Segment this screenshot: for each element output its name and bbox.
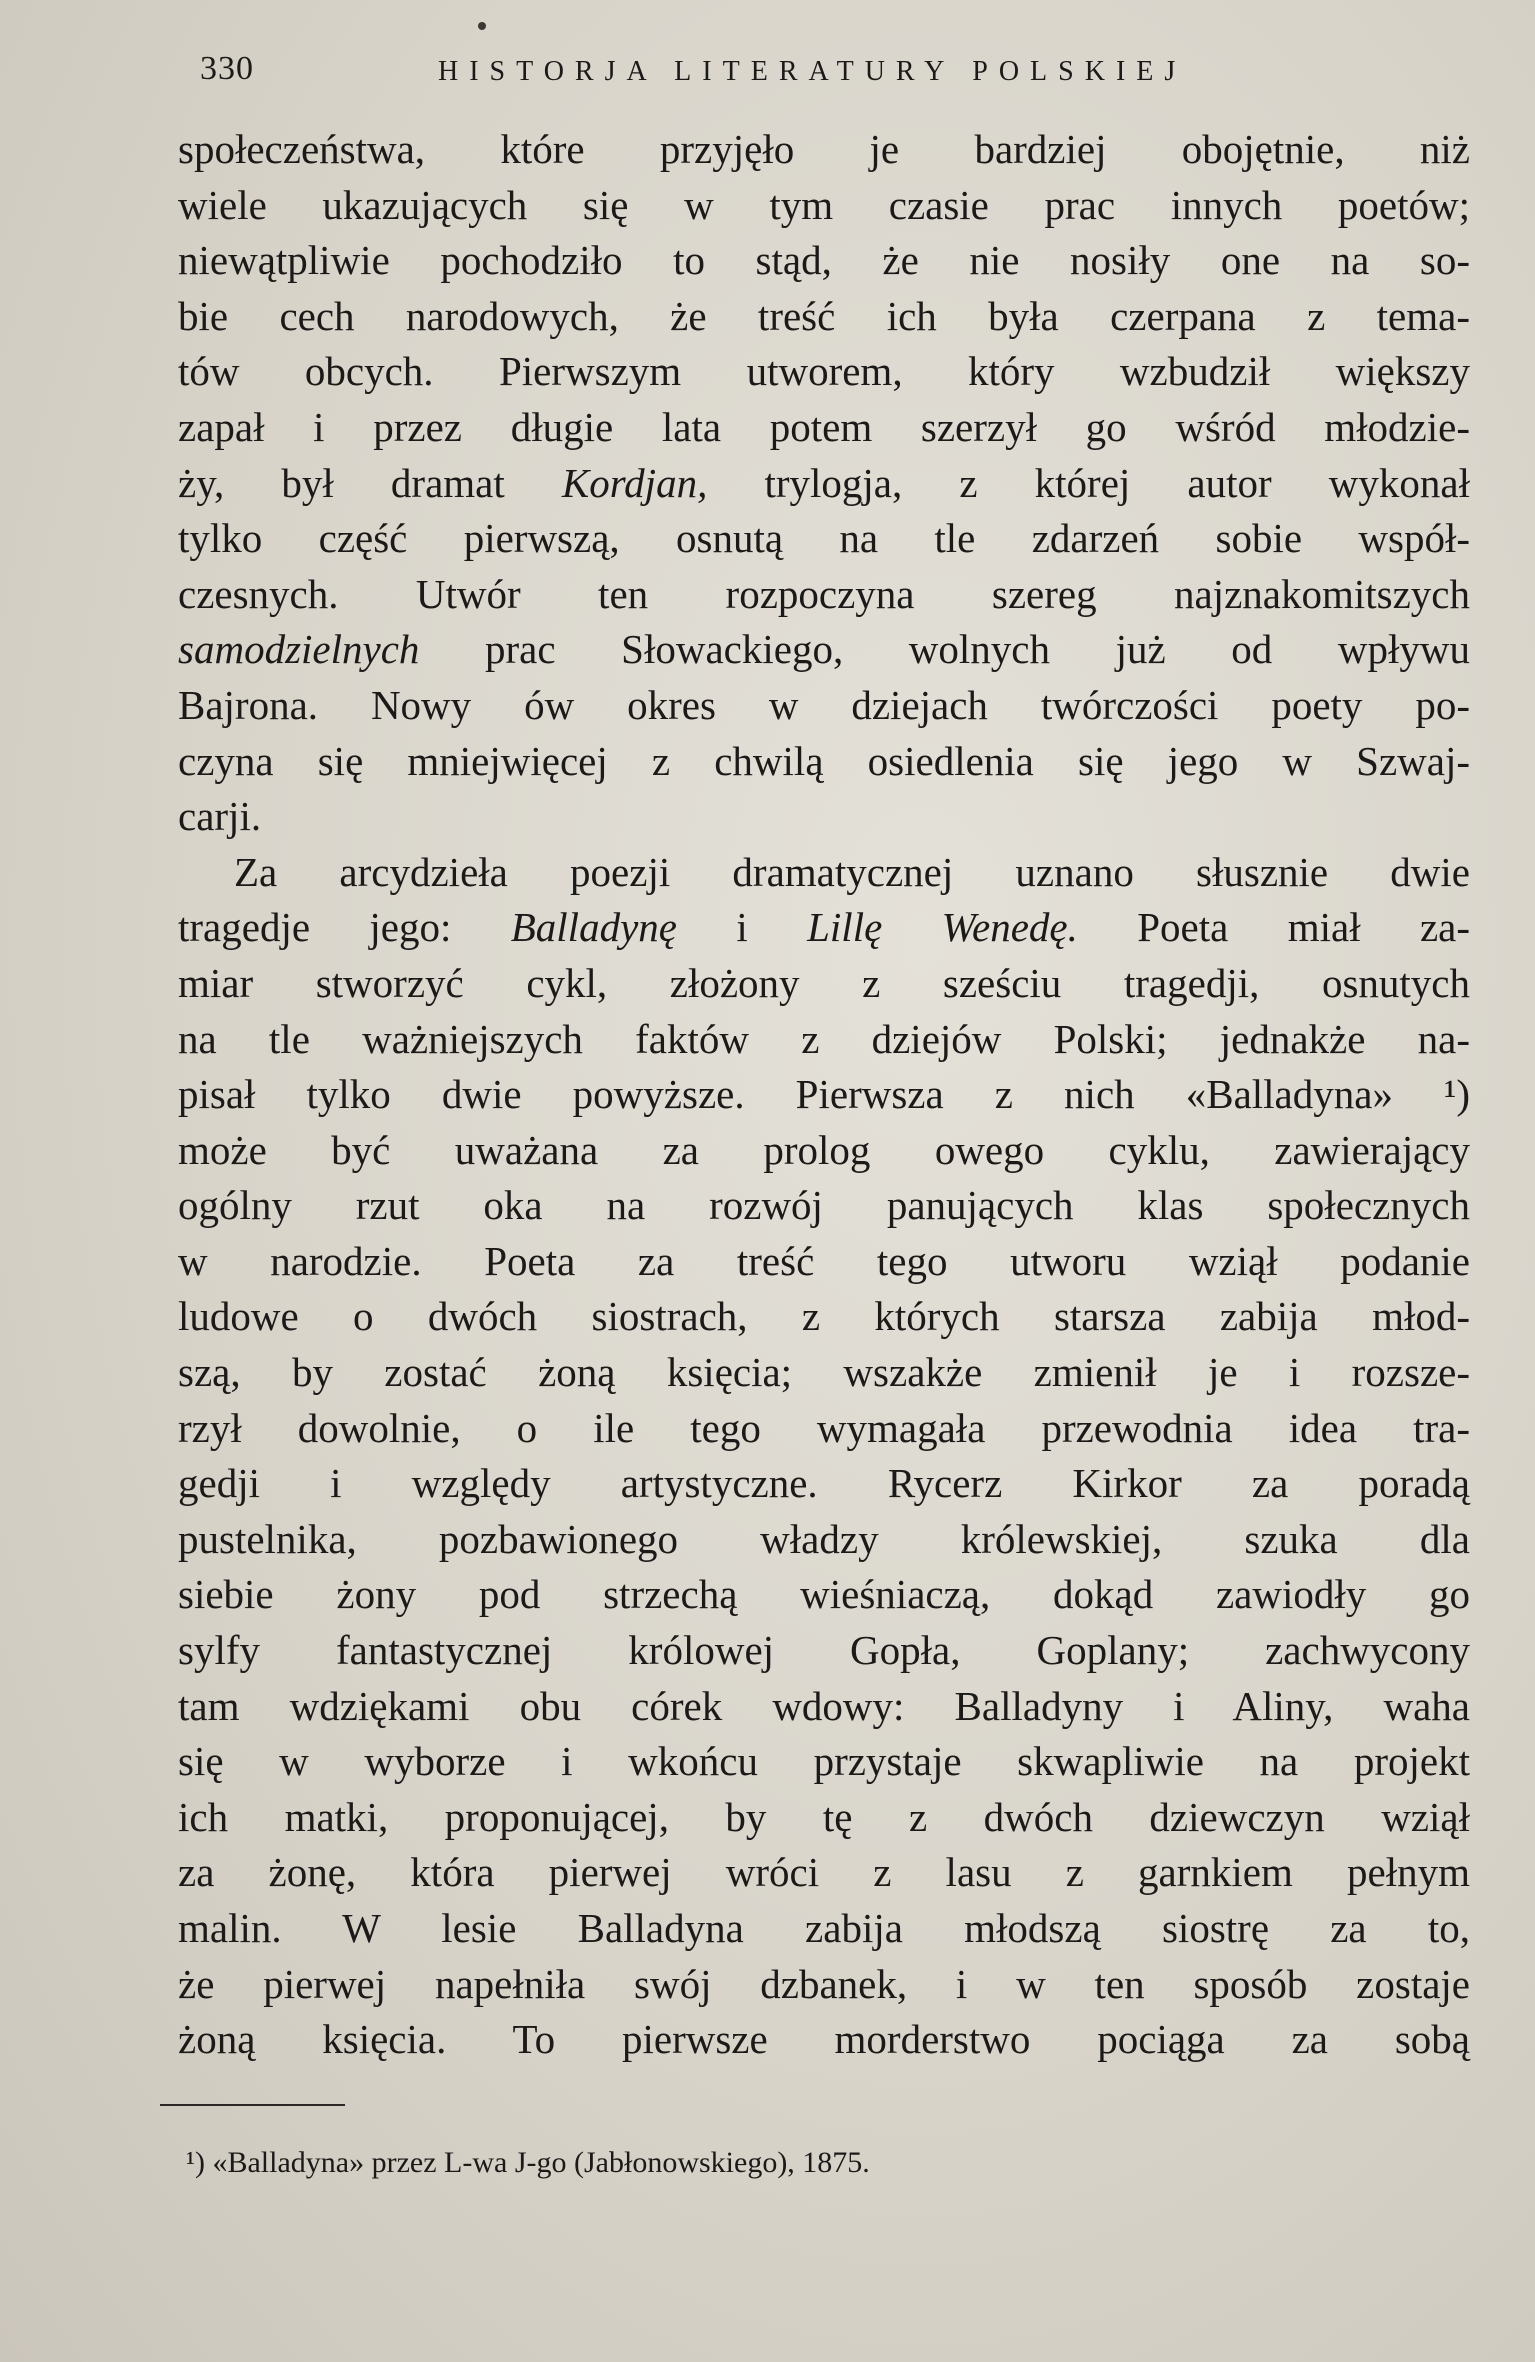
text-segment: ży, był dramat — [178, 459, 562, 506]
text-line: na tle ważniejszych faktów z dziejów Polski; jednakże na- — [178, 1015, 1470, 1062]
body-text — [178, 122, 1470, 2068]
text-line — [178, 622, 1470, 678]
text-line: malin. W lesie Balladyna zabija młodszą siostrę za to, — [178, 1905, 1470, 1951]
footnote-separator — [160, 2104, 345, 2106]
text-line: może być uważana za prolog owego cyklu, zawierający — [178, 1126, 1470, 1173]
ink-dot — [478, 22, 486, 30]
text-segment: tragedje jego: — [178, 904, 511, 951]
text-line: żoną księcia. To pierwsze morderstwo pociąga za sobą — [178, 2016, 1470, 2063]
footnote-marker: ¹) — [186, 2145, 205, 2179]
text-line: Za arcydzieła poezji dramatycznej uznano słusznie dwie — [234, 848, 1470, 895]
text-line: ich matki, proponującej, by tę z dwóch dziewczyn wziął — [178, 1793, 1470, 1840]
text-line: tów obcych. Pierwszym utworem, który wzbudził większy — [178, 348, 1470, 395]
text-line: pustelnika, pozbawionego władzy królewskiej, szuka dla — [178, 1515, 1470, 1562]
text-line: tylko część pierwszą, osnutą na tle zdarzeń sobie współ- — [178, 515, 1470, 562]
text-line: zapał i przez długie lata potem szerzył go wśród młodzie- — [178, 403, 1470, 450]
text-line: wiele ukazujących się w tym czasie prac innych poetów; — [178, 181, 1470, 228]
footnote — [186, 2146, 1475, 2180]
text-line: miar stworzyć cykl, złożony z sześciu tragedji, osnutych — [178, 959, 1470, 1006]
text-segment: trylogja, z której autor wykonał — [707, 459, 1470, 506]
text-line: rzył dowolnie, o ile tego wymagała przewodnia idea tra- — [178, 1404, 1470, 1451]
text-line: społeczeństwa, które przyjęło je bardziej obojętnie, niż — [178, 126, 1470, 172]
text-segment: i — [676, 904, 808, 951]
italic-title: Balladynę — [510, 904, 677, 951]
italic-title: samodzielnych — [178, 626, 420, 673]
text-line: że pierwej napełniła swój dzbanek, i w ten sposób zostaje — [178, 1960, 1470, 2007]
text-line: Bajrona. Nowy ów okres w dziejach twórczości poety po- — [178, 681, 1470, 728]
text-line: bie cech narodowych, że treść ich była czerpana z tema- — [178, 292, 1470, 339]
text-line: carji. — [178, 793, 262, 840]
text-segment: Poeta miał za- — [1077, 904, 1470, 951]
page-number: 330 — [200, 50, 254, 87]
paragraph-1 — [178, 122, 1470, 845]
footnote-text: «Balladyna» przez L-wa J-go (Jabłonowskiego), 1875. — [212, 2145, 870, 2179]
running-title: HISTORJA LITERATURY POLSKIEJ — [438, 56, 1187, 87]
text-line: ogólny rzut oka na rozwój panujących klas społecznych — [178, 1182, 1470, 1229]
text-segment: prac Słowackiego, wolnych już od wpływu — [419, 626, 1470, 673]
text-line: sylfy fantastycznej królowej Gopła, Goplany; zachwycony — [178, 1627, 1470, 1674]
text-line: za żonę, która pierwej wróci z lasu z garnkiem pełnym — [178, 1849, 1470, 1896]
text-line: ludowe o dwóch siostrach, z których starsza zabija młod- — [178, 1293, 1470, 1340]
text-line: się w wyborze i wkońcu przystaje skwapliwie na projekt — [178, 1738, 1470, 1785]
page-header — [178, 50, 1475, 110]
text-line: tam wdziękami obu córek wdowy: Balladyny i Aliny, waha — [178, 1682, 1470, 1729]
text-line: czesnych. Utwór ten rozpoczyna szereg najznakomitszych — [178, 570, 1470, 617]
text-line: w narodzie. Poeta za treść tego utworu wziął podanie — [178, 1237, 1470, 1284]
text-line: gedji i względy artystyczne. Rycerz Kirkor za poradą — [178, 1460, 1470, 1507]
text-line: czyna się mniejwięcej z chwilą osiedlenia się jego w Szwaj- — [178, 737, 1470, 784]
text-line: pisał tylko dwie powyższe. Pierwsza z nich «Balladyna» ¹) — [178, 1071, 1470, 1118]
text-line: siebie żony pod strzechą wieśniaczą, dokąd zawiodły go — [178, 1571, 1470, 1618]
italic-title: Lillę Wenedę. — [807, 904, 1078, 951]
text-line — [178, 456, 1470, 512]
paragraph-2 — [178, 845, 1470, 2068]
italic-title: Kordjan, — [561, 459, 708, 506]
text-line: niewątpliwie pochodziło to stąd, że nie nosiły one na so- — [178, 237, 1470, 284]
text-line: szą, by zostać żoną księcia; wszakże zmienił je i rozsze- — [178, 1349, 1470, 1396]
text-line — [178, 900, 1470, 956]
